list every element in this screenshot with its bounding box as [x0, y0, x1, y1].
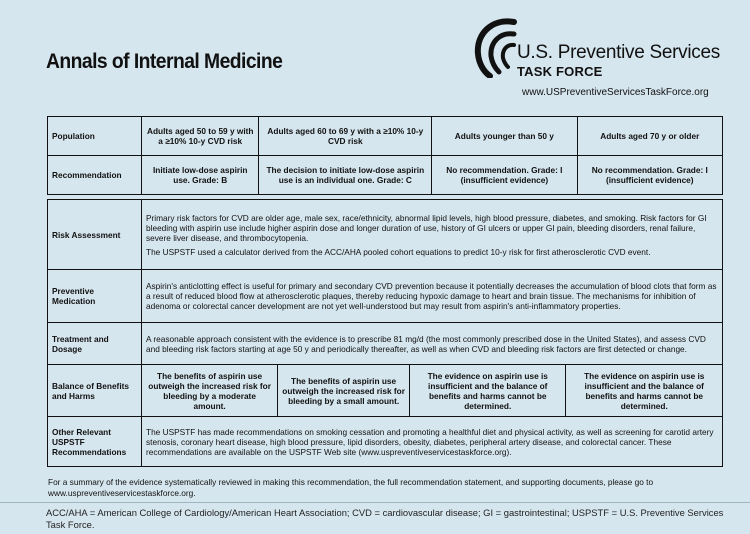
table-cell: The evidence on aspirin use is insufficient and the balance of benefits and harms cannot be determined. [410, 365, 566, 417]
table-row-risk-assessment [48, 200, 723, 270]
table-cell: Adults aged 60 to 69 y with a ≥10% 10-y CVD risk [259, 117, 432, 156]
table-row-recommendation [48, 156, 723, 195]
row-label: Recommendation [48, 156, 142, 195]
table-cell: The evidence on aspirin use is insufficient and the balance of benefits and harms cannot be determined. [566, 365, 723, 417]
row-label: Population [48, 117, 142, 156]
row-label: Other Relevant USPSTF Recommendations [48, 417, 142, 467]
risk-paragraph-2: The USPSTF used a calculator derived from the ACC/AHA pooled cohort equations to predict 10-y risk for first atherosclerotic CVD event. [146, 246, 651, 257]
org-name: U.S. Preventive Services [517, 42, 720, 63]
divider [0, 502, 750, 503]
row-label: Treatment and Dosage [48, 323, 142, 365]
table-row-preventive-medication [48, 270, 723, 323]
table-cell: Initiate low-dose aspirin use. Grade: B [142, 156, 259, 195]
table-cell: Adults younger than 50 y [432, 117, 577, 156]
summary-note: For a summary of the evidence systematically reviewed in making this recommendation, the full recommendation statement, and supporting documents, please go to www.uspreventiveservicestaskforce.org. [48, 477, 654, 498]
details-table [47, 199, 723, 467]
table-row-balance [48, 365, 723, 417]
table-cell: Adults aged 70 y or older [577, 117, 722, 156]
table-cell: No recommendation. Grade: I (insufficient evidence) [577, 156, 722, 195]
row-label: Balance of Benefits and Harms [48, 365, 142, 417]
table-row-population [48, 117, 723, 156]
org-url-link[interactable]: www.USPreventiveServicesTaskForce.org [522, 87, 709, 98]
table-cell: The USPSTF has made recommendations on smoking cessation and promoting a healthful diet and physical activity, as well as screening for carotid artery stenosis, coronary heart disease, high blood pressure, lipid disorders, obesity, diabetes, peripheral artery disease, and colorectal cancer. These recommendations are available on the USPSTF Web site (www.uspreventiveservicestaskforce.org). [142, 417, 723, 467]
row-label: Risk Assessment [48, 200, 142, 270]
table-cell: Aspirin's anticlotting effect is useful for primary and secondary CVD prevention because it potentially decreases the accumulation of blood clots that form as a result of reduced blood flow at atherosclerotic plaques, thereby reducing hypoxic damage to heart and brain tissue. The mechanisms for inhibition of adenoma or colorectal cancer development are not yet well-understood but may result from aspirin's anti-inflammatory properties. [142, 270, 723, 323]
table-cell: The benefits of aspirin use outweigh the increased risk for bleeding by a small amount. [278, 365, 410, 417]
table-cell: The benefits of aspirin use outweigh the increased risk for bleeding by a moderate amount. [142, 365, 278, 417]
risk-paragraph-1: Primary risk factors for CVD are older age, male sex, race/ethnicity, abnormal lipid levels, high blood pressure, diabetes, and smoking. Risk factors for GI bleeding with aspirin use include higher aspirin dose and longer duration of use, history of GI ulcers or upper GI pain, bleeding disorders, renal failure, severe liver disease, and thrombocytopenia. [146, 212, 707, 243]
org-subtitle: TASK FORCE [517, 64, 603, 79]
table-cell [142, 200, 723, 270]
row-label: Preventive Medication [48, 270, 142, 323]
journal-title: Annals of Internal Medicine [46, 50, 283, 73]
population-recommendation-table [47, 116, 723, 195]
table-cell: Adults aged 50 to 59 y with a ≥10% 10-y CVD risk [142, 117, 259, 156]
table-cell: A reasonable approach consistent with the evidence is to prescribe 81 mg/d (the most commonly prescribed dose in the United States), and assess CVD and bleeding risk factors starting at age 50 y and periodically thereafter, as well as when CVD and bleeding risk factors are first detected or change. [142, 323, 723, 365]
table-cell: No recommendation. Grade: I (insufficient evidence) [432, 156, 577, 195]
table-row-treatment-dosage [48, 323, 723, 365]
abbreviations-footnote: ACC/AHA = American College of Cardiology/American Heart Association; CVD = cardiovascular disease; GI = gastrointestinal; USPSTF = U.S. Preventive Services Task Force. [46, 507, 724, 530]
table-row-other-recommendations [48, 417, 723, 467]
table-cell: The decision to initiate low-dose aspirin use is an individual one. Grade: C [259, 156, 432, 195]
